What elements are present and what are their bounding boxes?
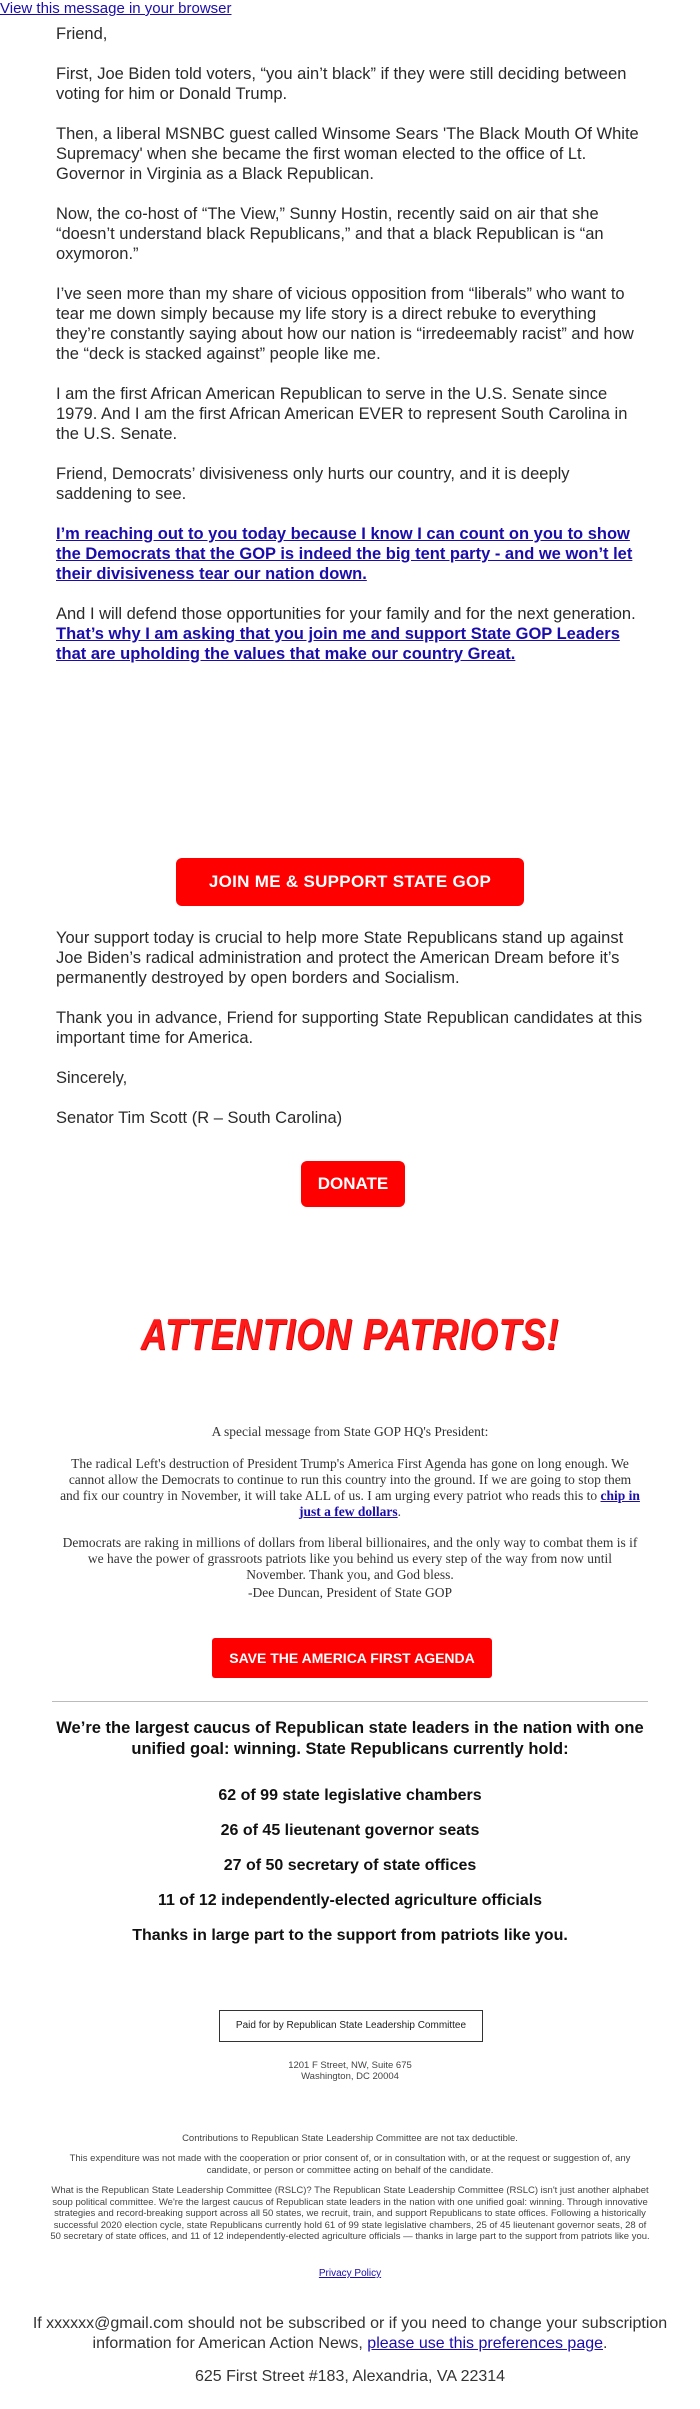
letter-paragraph: Your support today is crucial to help more State Republicans stand up against Joe Biden’s radical administration and protect the American Dream before it’s permanently destroyed by open borders and Socialism. (56, 929, 624, 987)
letter-body-continued (56, 928, 646, 1148)
letter-paragraph: Sincerely, (56, 1069, 128, 1087)
letter-body (56, 24, 646, 664)
stat-item: 26 of 45 lieutenant governor seats (220, 1822, 480, 1839)
message-end: . (397, 1504, 401, 1519)
stat-thanks: Thanks in large part to the support from patriots like you. (132, 1927, 568, 1944)
stat-item: 62 of 99 state legislative chambers (218, 1787, 482, 1804)
divider (52, 1701, 648, 1702)
preferences-link[interactable]: please use this preferences page (367, 2335, 604, 2352)
letter-paragraph (56, 524, 646, 584)
letter-paragraph: I am the first African American Republican to serve in the U.S. Senate since 1979. And I am the first African American EVER to represent South Carolina in the U.S. Senate. (56, 385, 628, 443)
letter-paragraph: Friend, Democrats’ divisiveness only hurts our country, and it is deeply saddening to see. (56, 465, 570, 503)
message-text: The radical Left's destruction of President Trump's America First Agenda has gone on long enough. We cannot allow the Democrats to continue to run this country into the ground. If we are going to stop them and fix our country in November, it will take ALL of us. I am urging every patriot who reads this to (60, 1456, 632, 1503)
reaching-out-link[interactable]: I’m reaching out to you today because I know I can count on you to show the Democrats that the GOP is indeed the big tent party - and we won’t let their divisiveness tear our nation down. (56, 525, 633, 583)
attention-heading: ATTENTION PATRIOTS! (140, 1310, 560, 1359)
stat-item: 11 of 12 independently-elected agriculture officials (157, 1892, 543, 1909)
letter-paragraph: Thank you in advance, Friend for supporting State Republican candidates at this important time for America. (56, 1009, 643, 1047)
special-message-intro: A special message from State GOP HQ's President: (211, 1424, 489, 1439)
subscription-footer (20, 2314, 680, 2354)
stats-heading: We’re the largest caucus of Republican state leaders in the nation with one unified goal: winning. State Republicans currently hold: (56, 1719, 644, 1758)
chip-in-link[interactable]: chip in just a few dollars (299, 1488, 640, 1519)
join-support-button[interactable]: JOIN ME & SUPPORT STATE GOP (176, 858, 524, 906)
footer-text: If xxxxxx@gmail.com should not be subscribed or if you need to change your subscription information for American Action News, (32, 2315, 668, 2352)
tax-disclaimer: Contributions to Republican State Leadership Committee are not tax deductible. (182, 2133, 518, 2144)
generation-text: And I will defend those opportunities for your family and for the next generation. (56, 605, 636, 623)
letter-paragraph (56, 604, 646, 664)
letter-paragraph: Then, a liberal MSNBC guest called Winsome Sears 'The Black Mouth Of White Supremacy' when she became the first woman elected to the office of Lt. Governor in Virginia as a Black Republican. (56, 125, 639, 183)
signature: Senator Tim Scott (R – South Carolina) (56, 1109, 343, 1127)
rslc-about: What is the Republican State Leadership Committee (RSLC)? The Republican State Leadership Committee (RSLC) isn't just another alphabet soup political committee. We're the largest caucus of Republican state leaders in the nation with one unified goal: winning. Through innovative strategies and record-breaking support across all 50 states, we recruit, train, and support Republicans to state offices. Following a historically successful 2020 election cycle, state Republicans currently hold 61 of 99 state legislative chambers, 25 of 45 lieutenant governor seats, 28 of 50 secretary of state offices, and 11 of 12 independently-elected agriculture officials — thanks in large part to the support from patriots like you. (50, 2185, 650, 2242)
donate-button[interactable]: DONATE (301, 1161, 405, 1207)
expenditure-disclaimer: This expenditure was not made with the cooperation or prior consent of, or in consultation with, or at the request or suggestion of, any candidate, or person or committee acting on behalf of the candidate. (69, 2153, 631, 2176)
join-support-link[interactable]: That’s why I am asking that you join me and support State GOP Leaders that are upholding the values that make our country Great. (56, 625, 620, 663)
letter-paragraph: I’ve seen more than my share of vicious opposition from “liberals” who want to tear me down simply because my life story is a direct rebuke to everything they’re constantly saying about how our nation is “irredeemably racist” and how the “deck is stacked against” people like me. (56, 285, 634, 363)
address-line-1: 1201 F Street, NW, Suite 675 (288, 2060, 412, 2071)
save-agenda-button[interactable]: SAVE THE AMERICA FIRST AGENDA (212, 1638, 492, 1678)
stat-item: 27 of 50 secretary of state offices (223, 1857, 477, 1874)
president-message (60, 1456, 640, 1520)
paid-for-box: Paid for by Republican State Leadership Committee (219, 2010, 483, 2042)
president-signature: -Dee Duncan, President of State GOP (248, 1585, 452, 1600)
privacy-policy-link[interactable]: Privacy Policy (318, 2268, 382, 2279)
greeting: Friend, (56, 25, 108, 43)
footer-end: . (603, 2335, 608, 2352)
view-in-browser-link[interactable]: View this message in your browser (0, 0, 232, 17)
letter-paragraph: First, Joe Biden told voters, “you ain’t black” if they were still deciding between voting for him or Donald Trump. (56, 65, 627, 103)
letter-paragraph: Now, the co-host of “The View,” Sunny Hostin, recently said on air that she “doesn’t understand black Republicans,” and that a black Republican is “an oxymoron.” (56, 205, 604, 263)
footer-address: 625 First Street #183, Alexandria, VA 22314 (194, 2368, 506, 2385)
president-message-2: Democrats are raking in millions of dollars from liberal billionaires, and the only way to combat them is if we have the power of grassroots patriots like you behind us every step of the way from now until November. Thank you, and God bless. (62, 1535, 638, 1582)
address-line-2: Washington, DC 20004 (301, 2071, 399, 2082)
